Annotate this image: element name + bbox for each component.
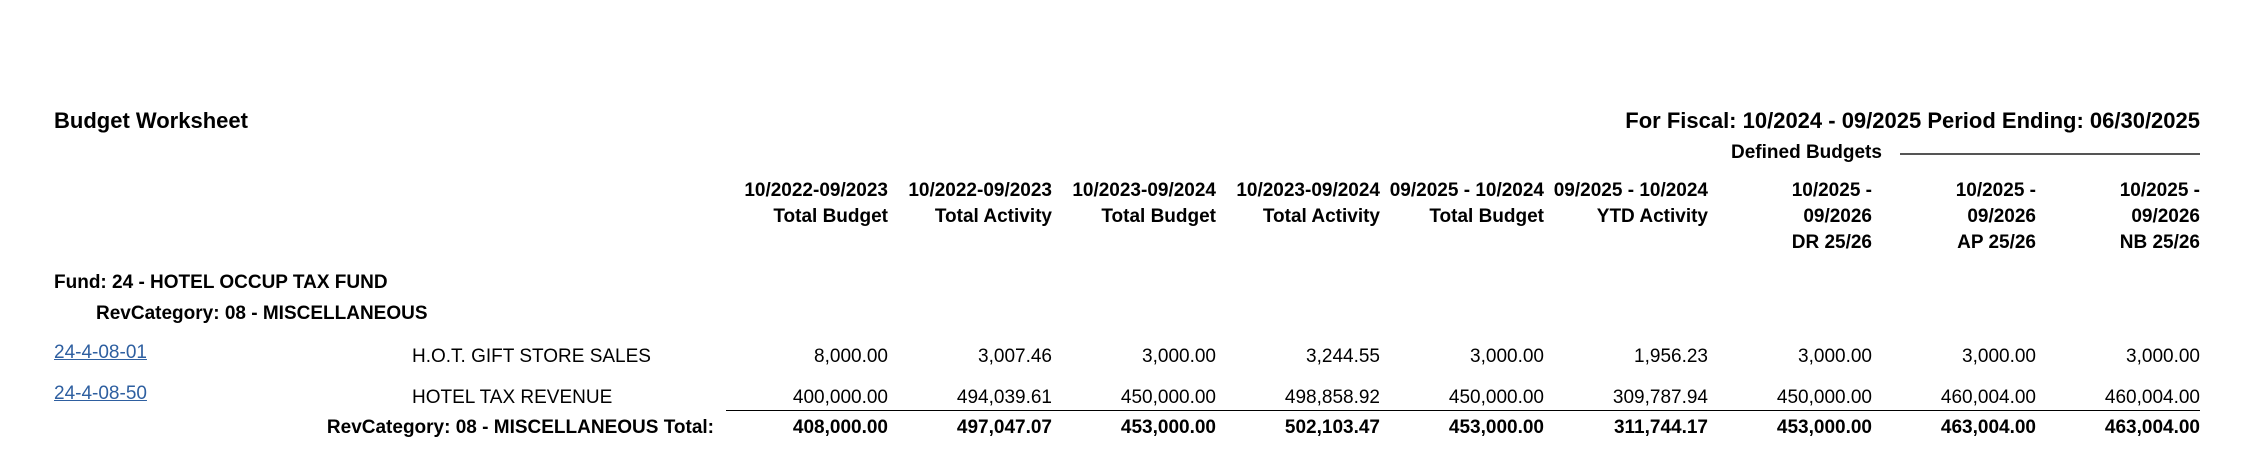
table-cell: 400,000.00 [792, 387, 888, 408]
table-cell: 460,004.00 [1940, 387, 2036, 408]
table-cell: 3,007.46 [978, 346, 1052, 367]
total-cell: 463,004.00 [2104, 417, 2200, 438]
column-header: 10/2025 - 09/2026 DR 25/26 [1791, 180, 1872, 253]
rev-category-label: RevCategory: 08 - MISCELLANEOUS [96, 303, 428, 324]
table-cell: 450,000.00 [1448, 387, 1544, 408]
total-cell: 463,004.00 [1940, 417, 2036, 438]
fund-label: Fund: 24 - HOTEL OCCUP TAX FUND [54, 272, 388, 293]
column-header: 10/2024 - 09/2025 Total Budget [1389, 180, 1544, 227]
table-cell: 3,000.00 [1798, 346, 1872, 367]
account-link[interactable]: 24-4-08-01 [54, 342, 147, 363]
table-cell: 8,000.00 [814, 346, 888, 367]
total-rule [726, 410, 2200, 411]
table-cell: 3,000.00 [1142, 346, 1216, 367]
column-header: 10/2022-09/2023 Total Activity [908, 180, 1052, 227]
column-header: 10/2022-09/2023 Total Budget [744, 180, 888, 227]
column-header: 10/2025 - 09/2026 AP 25/26 [1955, 180, 2036, 253]
table-cell: 3,000.00 [2126, 346, 2200, 367]
total-label: RevCategory: 08 - MISCELLANEOUS Total: [326, 417, 714, 438]
total-cell: 502,103.47 [1284, 417, 1380, 438]
column-header: 10/2023-09/2024 Total Budget [1072, 180, 1216, 227]
table-cell: 1,956.23 [1634, 346, 1708, 367]
total-cell: 497,047.07 [956, 417, 1052, 438]
total-cell: 408,000.00 [792, 417, 888, 438]
table-cell: 494,039.61 [956, 387, 1052, 408]
table-cell: 3,244.55 [1306, 346, 1380, 367]
defined-budgets-rule [1900, 153, 2200, 155]
table-cell: 450,000.00 [1776, 387, 1872, 408]
fiscal-period: For Fiscal: 10/2024 - 09/2025 Period Ending: 06/30/2025 [1625, 108, 2200, 133]
table-cell: 460,004.00 [2104, 387, 2200, 408]
table-cell: 450,000.00 [1120, 387, 1216, 408]
total-cell: 311,744.17 [1613, 417, 1708, 438]
account-link[interactable]: 24-4-08-50 [54, 383, 147, 404]
total-cell: 453,000.00 [1120, 417, 1216, 438]
report-title: Budget Worksheet [54, 108, 248, 133]
total-cell: 453,000.00 [1448, 417, 1544, 438]
account-description: HOTEL TAX REVENUE [412, 387, 613, 408]
total-cell: 453,000.00 [1776, 417, 1872, 438]
table-cell: 498,858.92 [1284, 387, 1380, 408]
column-header: 10/2024 - 09/2025 YTD Activity [1553, 180, 1708, 227]
column-header: 10/2025 - 09/2026 NB 25/26 [2119, 180, 2200, 253]
column-header: 10/2023-09/2024 Total Activity [1236, 180, 1380, 227]
table-cell: 3,000.00 [1962, 346, 2036, 367]
table-cell: 309,787.94 [1612, 387, 1708, 408]
account-description: H.O.T. GIFT STORE SALES [412, 346, 651, 367]
defined-budgets-label: Defined Budgets [1731, 142, 1882, 163]
table-cell: 3,000.00 [1470, 346, 1544, 367]
